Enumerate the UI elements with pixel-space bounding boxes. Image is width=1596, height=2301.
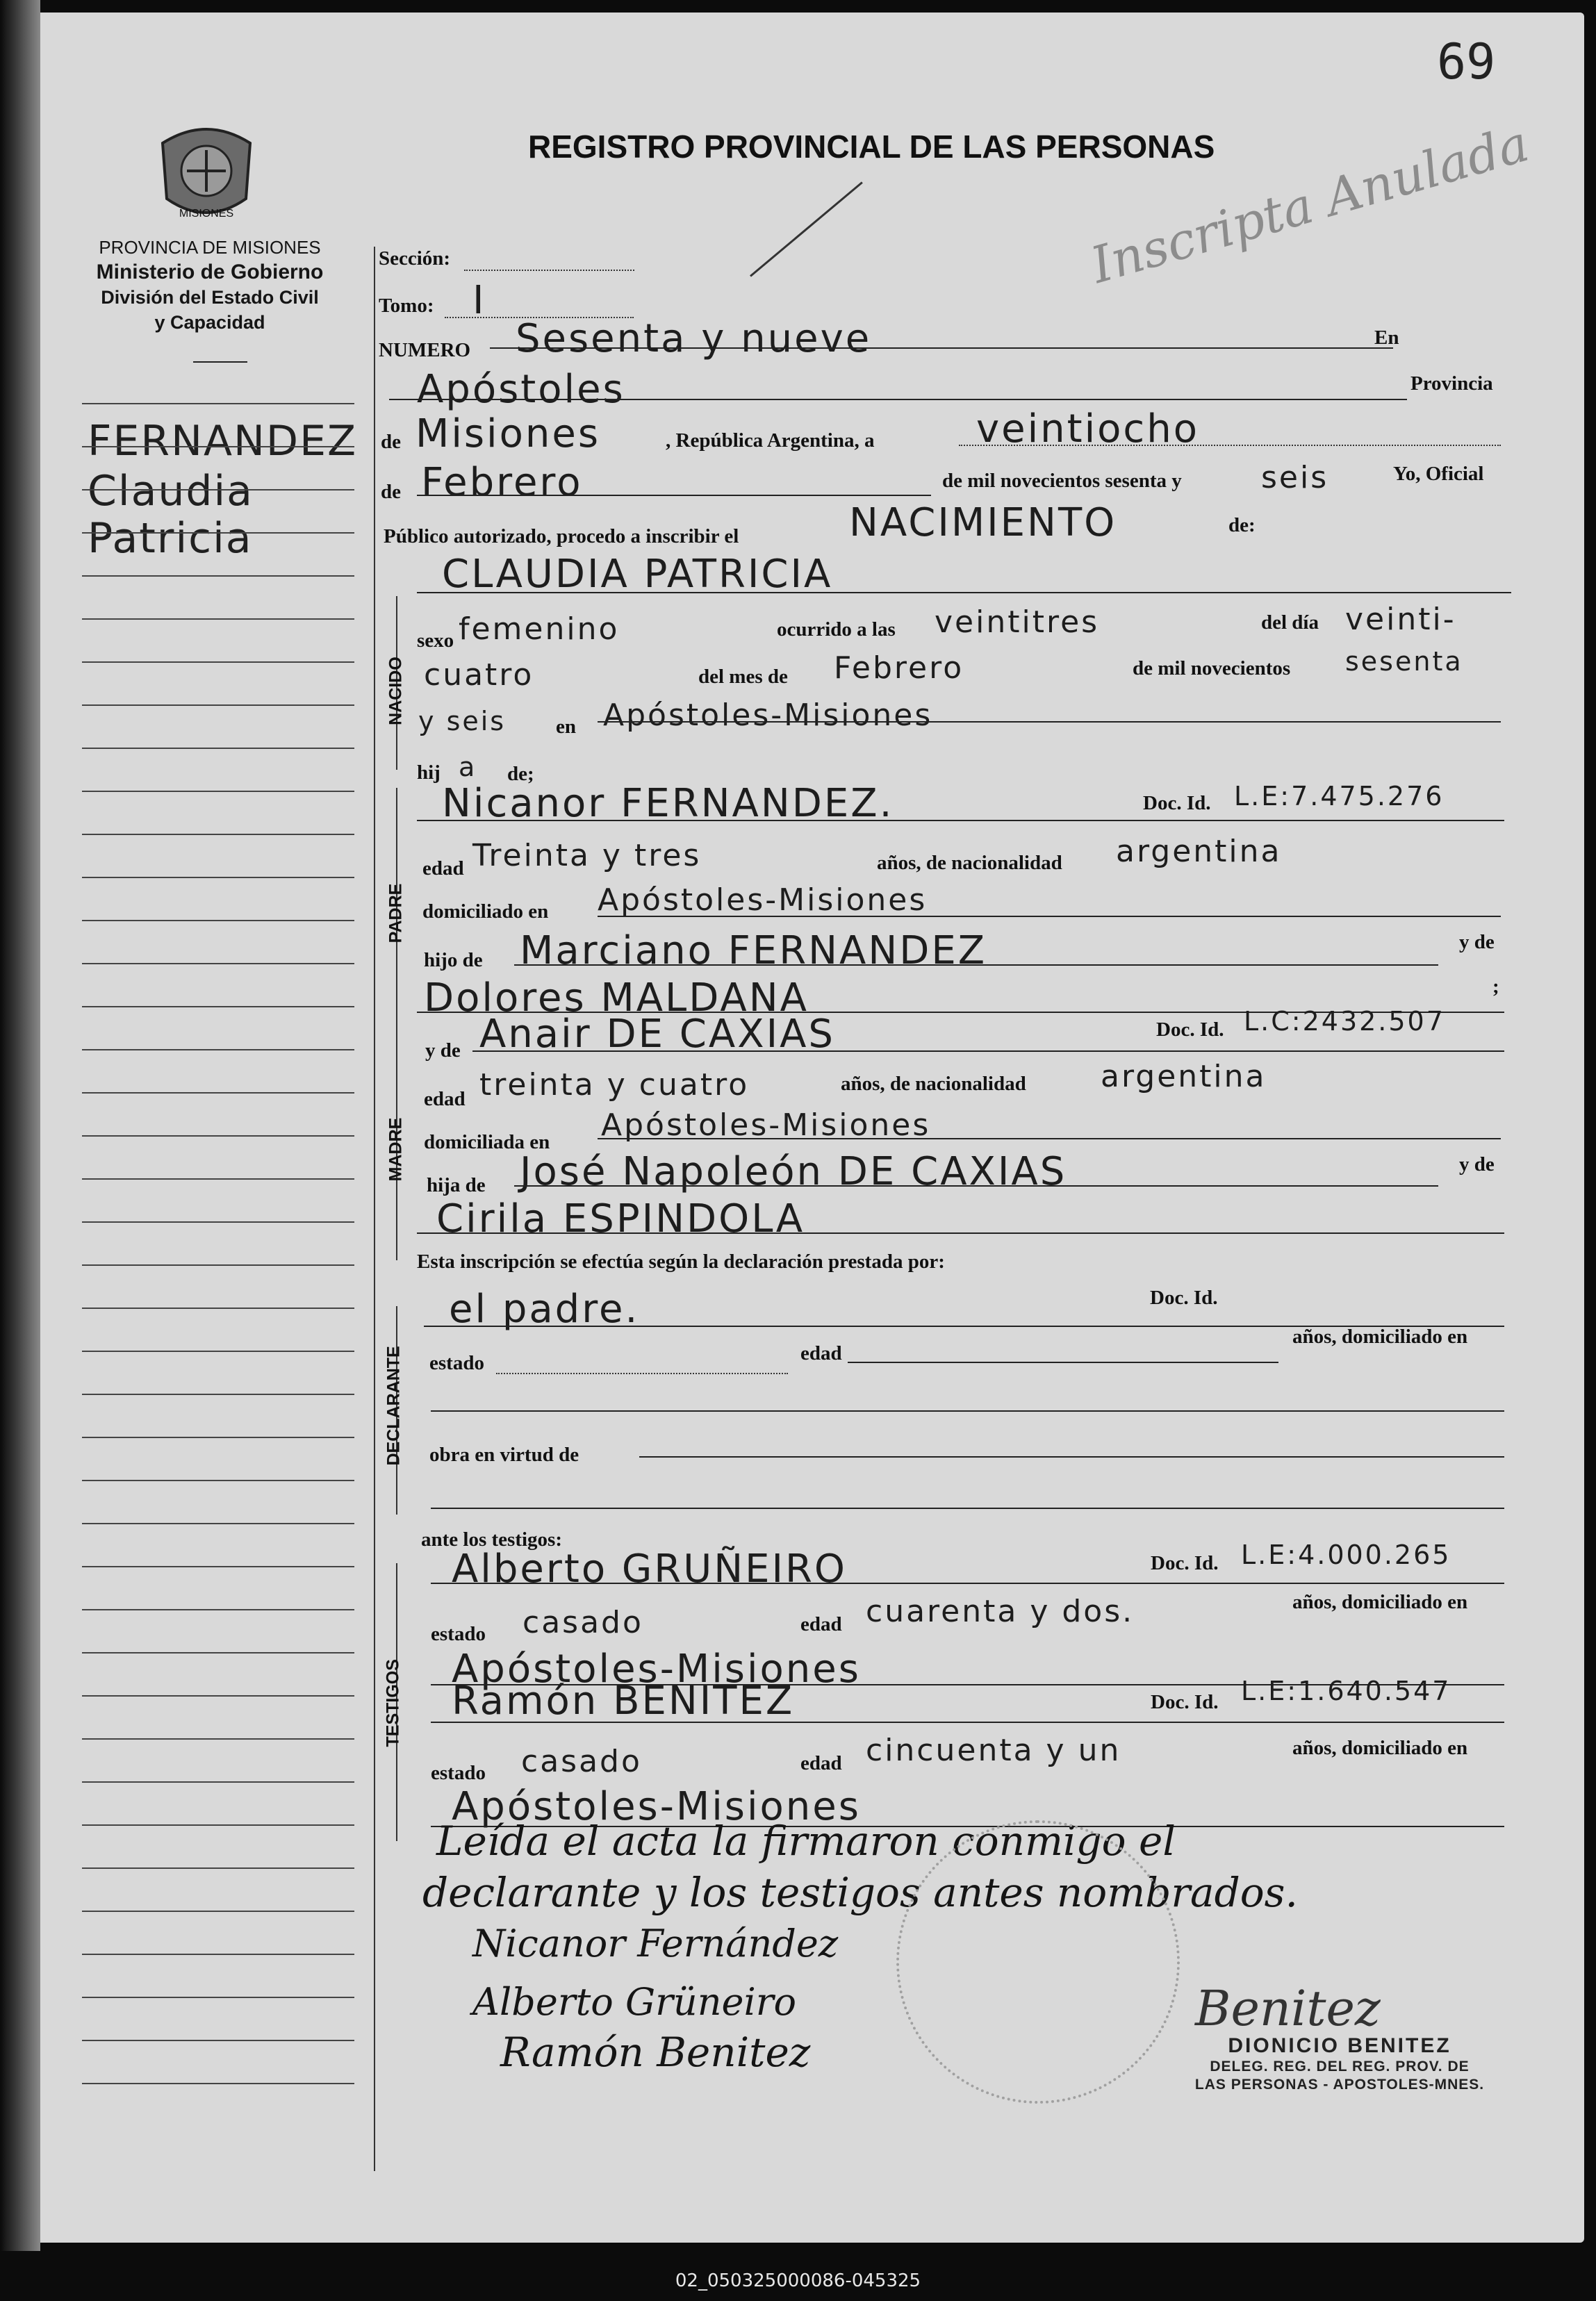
obra-line xyxy=(639,1456,1504,1458)
publico-label: Público autorizado, procedo a inscribir el xyxy=(384,525,739,547)
obra-line2 xyxy=(431,1508,1504,1509)
madre-nombre-line xyxy=(472,1050,1504,1052)
republica-label: , República Argentina, a xyxy=(666,429,875,452)
margin-rule-line xyxy=(82,1609,354,1610)
margin-name2: Patricia xyxy=(88,514,253,563)
hora-value: veintitres xyxy=(935,604,1100,640)
dia-nac2-value: cuatro xyxy=(424,657,534,693)
numero-label: NUMERO xyxy=(379,339,471,361)
padre-dom-label: domiciliado en xyxy=(422,900,549,923)
anio-nac2-value: y seis xyxy=(418,706,507,736)
sexo-value: femenino xyxy=(459,611,620,647)
testigo1-edad-label: edad xyxy=(800,1613,842,1635)
page-number: 69 xyxy=(1437,33,1496,90)
margin-rule-line xyxy=(82,1523,354,1524)
en-lower-label: en xyxy=(556,716,576,738)
margin-rule-line xyxy=(82,1394,354,1395)
padre-madre: Dolores MALDANA xyxy=(424,975,809,1021)
madre-nac-label: años, de nacionalidad xyxy=(841,1073,1026,1095)
margin-rule-line xyxy=(82,403,354,404)
testigo2-anos-label: años, domiciliado en xyxy=(1292,1737,1468,1759)
testigo2-doc: L.E:1.640.547 xyxy=(1241,1676,1451,1706)
margin-rule-line xyxy=(82,877,354,878)
sesenta-label: de mil novecientos sesenta y xyxy=(942,470,1182,492)
margin-rule-line xyxy=(82,1049,354,1050)
margin-rule-line xyxy=(82,618,354,620)
madre-label: MADRE xyxy=(386,1117,406,1182)
padre-semicolon: ; xyxy=(1492,975,1499,998)
margin-rule-line xyxy=(82,1824,354,1826)
madre-domicilio: Apóstoles-Misiones xyxy=(601,1107,931,1143)
testigo1-doc-label: Doc. Id. xyxy=(1151,1552,1219,1574)
testigo2-estado-label: estado xyxy=(431,1762,486,1784)
margin-rule-line xyxy=(82,920,354,921)
lugar-line xyxy=(389,399,1407,400)
ministry-divider xyxy=(193,361,247,363)
closing-line1: Leída el acta la firmaron conmigo el xyxy=(436,1817,1176,1865)
official-name: DIONICIO BENITEZ xyxy=(1228,2034,1451,2057)
margin-rule-line xyxy=(82,1308,354,1309)
madre-madre-line xyxy=(417,1232,1504,1234)
margin-rule-line xyxy=(82,748,354,749)
testigo2-edad-label: edad xyxy=(800,1752,842,1774)
signature-declarante: Nicanor Fernández xyxy=(472,1922,839,1965)
testigo2-line xyxy=(431,1722,1504,1723)
declarante-label: DECLARANTE xyxy=(384,1346,404,1466)
madre-madre: Cirila ESPINDOLA xyxy=(436,1196,805,1242)
testigos-label: TESTIGOS xyxy=(383,1659,403,1747)
ministry-name: Ministerio de Gobierno xyxy=(96,261,324,283)
madre-hija-label: hija de xyxy=(427,1174,486,1196)
margin-rule-line xyxy=(82,2040,354,2041)
padre-nac-label: años, de nacionalidad xyxy=(877,852,1062,874)
margin-rule-line xyxy=(82,532,354,534)
testigo1-estado: casado xyxy=(523,1605,643,1640)
margin-rule-line xyxy=(82,1954,354,1955)
lugar-nac-line xyxy=(598,721,1501,723)
anio-value: seis xyxy=(1261,460,1329,495)
madre-edad-label: edad xyxy=(424,1088,466,1110)
division-name: División del Estado Civil xyxy=(101,287,319,308)
padre-doc-label: Doc. Id. xyxy=(1143,792,1211,814)
margin-rule-line xyxy=(82,1480,354,1481)
numero-value: Sesenta y nueve xyxy=(516,316,872,361)
margin-rule-line xyxy=(82,1264,354,1266)
margin-rule-line xyxy=(82,1738,354,1740)
padre-nacionalidad: argentina xyxy=(1116,834,1282,869)
padre-padre-line xyxy=(514,964,1438,966)
testigo1-anos-label: años, domiciliado en xyxy=(1292,1591,1468,1613)
testigo1-estado-label: estado xyxy=(431,1623,486,1645)
margin-rule-line xyxy=(82,1781,354,1783)
margin-rule-line xyxy=(82,446,354,447)
de-label-2: de xyxy=(381,481,401,503)
mil-novecientos-label: de mil novecientos xyxy=(1133,657,1291,679)
tomo-label: Tomo: xyxy=(379,295,434,317)
seccion-label: Sección: xyxy=(379,247,451,270)
province-name: PROVINCIA DE MISIONES xyxy=(99,237,321,258)
madre-nacionalidad: argentina xyxy=(1101,1059,1267,1094)
padre-edad: Treinta y tres xyxy=(472,838,702,873)
de-label-1: de xyxy=(381,431,401,453)
nombre-line xyxy=(417,592,1511,593)
provincia-label: Provincia xyxy=(1410,372,1493,395)
dia-line xyxy=(959,445,1501,446)
margin-rule-line xyxy=(82,1867,354,1869)
provincia-value: Misiones xyxy=(416,411,600,456)
margin-rule-line xyxy=(82,1911,354,1912)
margin-rule-line xyxy=(82,1652,354,1653)
official-stamp xyxy=(1159,2034,1520,2094)
padre-padre: Marciano FERNANDEZ xyxy=(520,928,987,973)
padre-domicilio: Apóstoles-Misiones xyxy=(598,882,928,918)
official-seal-stamp xyxy=(896,1820,1180,2104)
de-colon-label: de: xyxy=(1228,514,1256,536)
mes-line xyxy=(417,495,931,496)
declarante-edad-line xyxy=(848,1362,1278,1363)
margin-rule-line xyxy=(82,1092,354,1094)
declarante-estado-line xyxy=(496,1373,788,1374)
margin-rule-line xyxy=(82,963,354,964)
margin-rule-line xyxy=(82,2083,354,2084)
book-binding xyxy=(0,0,40,2251)
scan-id-footer: 02_050325000086-045325 xyxy=(675,2270,921,2291)
margin-rule-line xyxy=(82,489,354,490)
margin-rule-line xyxy=(82,1695,354,1697)
seccion-line xyxy=(464,270,634,271)
margin-rule-line xyxy=(82,704,354,706)
margin-name1: Claudia xyxy=(88,467,254,516)
testigo2-doc-label: Doc. Id. xyxy=(1151,1691,1219,1713)
closing-line2: declarante y los testigos antes nombrados. xyxy=(422,1869,1298,1916)
official-role1: DELEG. REG. DEL REG. PROV. DE xyxy=(1210,2059,1470,2075)
tomo-value: I xyxy=(472,278,486,323)
margin-rule-line xyxy=(82,1997,354,1998)
signature-testigo2: Ramón Benitez xyxy=(500,2029,811,2076)
padre-edad-label: edad xyxy=(422,857,464,880)
declarante-anos-label: años, domiciliado en xyxy=(1292,1326,1468,1348)
dia-value: veintiocho xyxy=(976,406,1199,452)
form-border xyxy=(374,247,375,2171)
testigo2-domicilio: Apóstoles-Misiones xyxy=(452,1784,861,1829)
declarante-dom-line xyxy=(431,1410,1504,1412)
signature-official: Benitez xyxy=(1195,1980,1381,2037)
ocurrido-label: ocurrido a las xyxy=(777,618,896,641)
margin-rule-line xyxy=(82,1351,354,1352)
capacity-name: y Capacidad xyxy=(154,312,265,333)
madre-padre-line xyxy=(514,1185,1438,1187)
province-seal-icon xyxy=(156,122,257,228)
sexo-label: sexo xyxy=(417,629,454,652)
madre-dom-label: domiciliada en xyxy=(424,1131,550,1153)
madre-padre: José Napoleón DE CAXIAS xyxy=(520,1149,1067,1194)
yo-oficial-label: Yo, Oficial xyxy=(1393,463,1484,485)
madre-doc: L.C:2432.507 xyxy=(1244,1006,1445,1037)
madre-edad: treinta y cuatro xyxy=(479,1067,750,1103)
en-label: En xyxy=(1374,327,1399,349)
annulled-stamp: Inscripta Anulada xyxy=(1085,114,1536,295)
padre-nombre-line xyxy=(417,820,1504,821)
madre-doc-label: Doc. Id. xyxy=(1156,1018,1224,1041)
testigo2-edad: cincuenta y un xyxy=(866,1733,1121,1768)
register-title: REGISTRO PROVINCIAL DE LAS PERSONAS xyxy=(528,129,1215,165)
margin-rule-line xyxy=(82,575,354,577)
del-mes-label: del mes de xyxy=(698,666,788,688)
obra-label: obra en virtud de xyxy=(429,1444,579,1466)
testigo1-nombre: Alberto GRUÑEIRO xyxy=(452,1547,847,1592)
seal-text: MISIONES xyxy=(179,208,234,220)
madre-y-de-label: y de xyxy=(425,1039,461,1062)
official-role2: LAS PERSONAS - APOSTOLES-MNES. xyxy=(1194,2077,1485,2093)
margin-rule-line xyxy=(82,791,354,792)
nombre-value: CLAUDIA PATRICIA xyxy=(442,552,833,597)
dia-nac-value: veinti- xyxy=(1345,602,1456,637)
mes-nac-value: Febrero xyxy=(834,650,964,686)
ministry-block xyxy=(64,235,356,335)
esta-inscripcion-label: Esta inscripción se efectúa según la declaración prestada por: xyxy=(417,1251,945,1273)
testigo1-edad: cuarenta y dos. xyxy=(866,1594,1135,1629)
del-dia-label: del día xyxy=(1261,611,1319,634)
hij-label: hij xyxy=(417,761,441,784)
padre-y-de-label: y de xyxy=(1459,931,1495,953)
numero-line xyxy=(490,347,1393,349)
margin-rule-line xyxy=(82,1135,354,1137)
padre-dom-line xyxy=(598,916,1501,917)
padre-label: PADRE xyxy=(386,883,406,943)
mes-value: Febrero xyxy=(421,460,583,505)
testigos-label-top: ante los testigos: xyxy=(421,1528,562,1551)
testigo2-estado: casado xyxy=(521,1744,642,1779)
madre-nombre: Anair DE CAXIAS xyxy=(479,1012,835,1057)
nacido-label: NACIDO xyxy=(386,657,406,725)
madre-y-de-label2: y de xyxy=(1459,1153,1495,1176)
padre-hijo-label: hijo de xyxy=(424,949,483,971)
signature-testigo1: Alberto Grüneiro xyxy=(472,1980,797,2024)
margin-rule-line xyxy=(82,834,354,835)
declarante-doc-label: Doc. Id. xyxy=(1150,1287,1218,1309)
margin-surname: FERNANDEZ xyxy=(88,417,358,465)
margin-rule-line xyxy=(82,661,354,663)
testigo1-doc: L.E:4.000.265 xyxy=(1241,1540,1451,1570)
margin-column xyxy=(82,403,358,2119)
margin-rule-line xyxy=(82,1221,354,1223)
anio-nac-value: sesenta xyxy=(1345,646,1463,677)
lugar-value: Apóstoles xyxy=(417,367,625,412)
declarante-nombre: el padre. xyxy=(449,1287,640,1332)
testigo1-line xyxy=(431,1583,1504,1584)
declarante-edad-label: edad xyxy=(800,1342,842,1364)
margin-rule-line xyxy=(82,1178,354,1180)
testigo1-domicilio: Apóstoles-Misiones xyxy=(452,1647,861,1692)
madre-dom-line xyxy=(598,1138,1501,1139)
tipo-value: NACIMIENTO xyxy=(849,500,1117,545)
testigo2-nombre: Ramón BENITEZ xyxy=(452,1679,795,1724)
padre-nombre: Nicanor FERNANDEZ. xyxy=(442,781,894,826)
lugar-nac-value: Apóstoles-Misiones xyxy=(603,698,933,733)
margin-rule-line xyxy=(82,1006,354,1007)
margin-rule-line xyxy=(82,1566,354,1567)
padre-doc: L.E:7.475.276 xyxy=(1234,781,1445,811)
margin-rule-line xyxy=(82,1437,354,1438)
de-semicolon-label: de; xyxy=(507,763,534,785)
hij-suffix: a xyxy=(459,752,477,782)
declarante-estado-label: estado xyxy=(429,1352,484,1374)
